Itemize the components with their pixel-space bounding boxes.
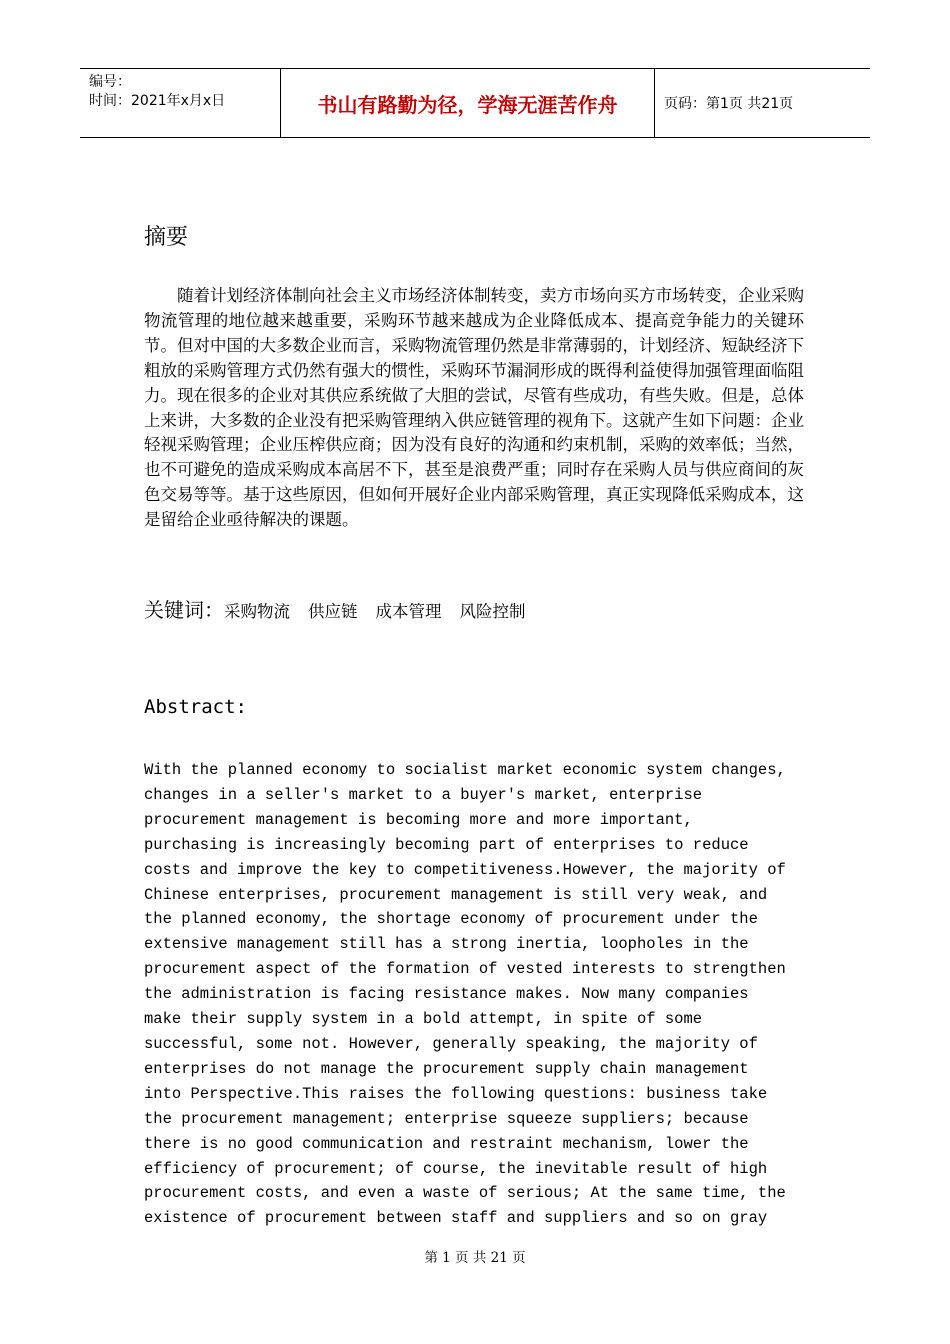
header-motto: 书山有路勤为径，学海无涯苦作舟 [281, 69, 655, 137]
keyword-item: 供应链 [308, 602, 358, 621]
abstract-en-line: make their supply system in a bold attempt, in spite of some [144, 1010, 703, 1029]
abstract-en-line: changes in a seller's market to a buyer's market, enterprise [144, 785, 703, 804]
abstract-en-body [144, 758, 824, 1231]
keywords-line [144, 594, 544, 623]
abstract-cn-heading: 摘要 [144, 225, 189, 250]
keyword-item: 成本管理 [375, 602, 442, 621]
abstract-en-line: Chinese enterprises, procurement management is still very weak, and [144, 885, 768, 904]
abstract-en-line: efficiency of procurement; of course, the inevitable result of high [144, 1159, 768, 1178]
abstract-en-line: successful, some not. However, generally speaking, the majority of [144, 1034, 758, 1053]
page-header [80, 68, 870, 138]
abstract-en-line: extensive management still has a strong inertia, loopholes in the [144, 935, 749, 954]
page-footer: 第 1 页 共 21 页 [424, 1250, 526, 1266]
abstract-en-line: into Perspective.This raises the following questions: business take [144, 1084, 768, 1103]
abstract-en-line: the planned economy, the shortage economy of procurement under the [144, 910, 758, 929]
abstract-en-line: costs and improve the key to competitiveness.However, the majority of [144, 860, 786, 879]
abstract-cn-body: 随着计划经济体制向社会主义市场经济体制转变，卖方市场向买方市场转变，企业采购物流管理的地位越来越重要，采购环节越来越成为企业降低成本、提高竞争能力的关键环节。但对中国的大多数企业而言，采购物流管理仍然是非常薄弱的，计划经济、短缺经济下粗放的采购管理方式仍然有强大的惯性，采购环节漏洞形成的既得利益使得加强管理面临阻力。现在很多的企业对其供应系统做了大胆的尝试，尽管有些成功，有些失败。但是，总体上来讲，大多数的企业没有把采购管理纳入供应链管理的视角下。这就产生如下问题：企业轻视采购管理；企业压榨供应商；因为没有良好的沟通和约束机制，采购的效率低；当然，也不可避免的造成采购成本高居不下，甚至是浪费严重；同时存在采购人员与供应商间的灰色交易等等。基于这些原因，但如何开展好企业内部采购管理，真正实现降低采购成本，这是留给企业亟待解决的课题。 [144, 286, 804, 530]
abstract-en-line: With the planned economy to socialist market economic system changes, [144, 761, 786, 779]
keywords-label: 关键词： [144, 598, 224, 622]
header-page-info: 页码：第1页 共21页 [664, 96, 794, 112]
abstract-en-line: procurement management is becoming more and more important, [144, 810, 693, 829]
keyword-item: 风险控制 [459, 602, 526, 621]
abstract-en-heading: Abstract: [144, 696, 247, 718]
abstract-en-line: procurement aspect of the formation of vested interests to strengthen [144, 960, 786, 979]
abstract-en-line: purchasing is increasingly becoming part of enterprises to reduce [144, 835, 749, 854]
serial-label: 编号： [89, 74, 131, 90]
abstract-en-line: the administration is facing resistance makes. Now many companies [144, 985, 749, 1004]
abstract-en-line: there is no good communication and restraint mechanism, lower the [144, 1134, 749, 1153]
abstract-en-line: the procurement management; enterprise squeeze suppliers; because [144, 1109, 749, 1128]
abstract-en-line: enterprises do not manage the procurement supply chain management [144, 1059, 749, 1078]
header-meta [80, 69, 281, 137]
abstract-en-line: procurement costs, and even a waste of serious; At the same time, the [144, 1184, 786, 1203]
abstract-en-line: existence of procurement between staff and suppliers and so on gray [144, 1209, 768, 1228]
date-label: 时间：2021年x月x日 [89, 93, 226, 109]
keyword-item: 采购物流 [224, 602, 290, 621]
